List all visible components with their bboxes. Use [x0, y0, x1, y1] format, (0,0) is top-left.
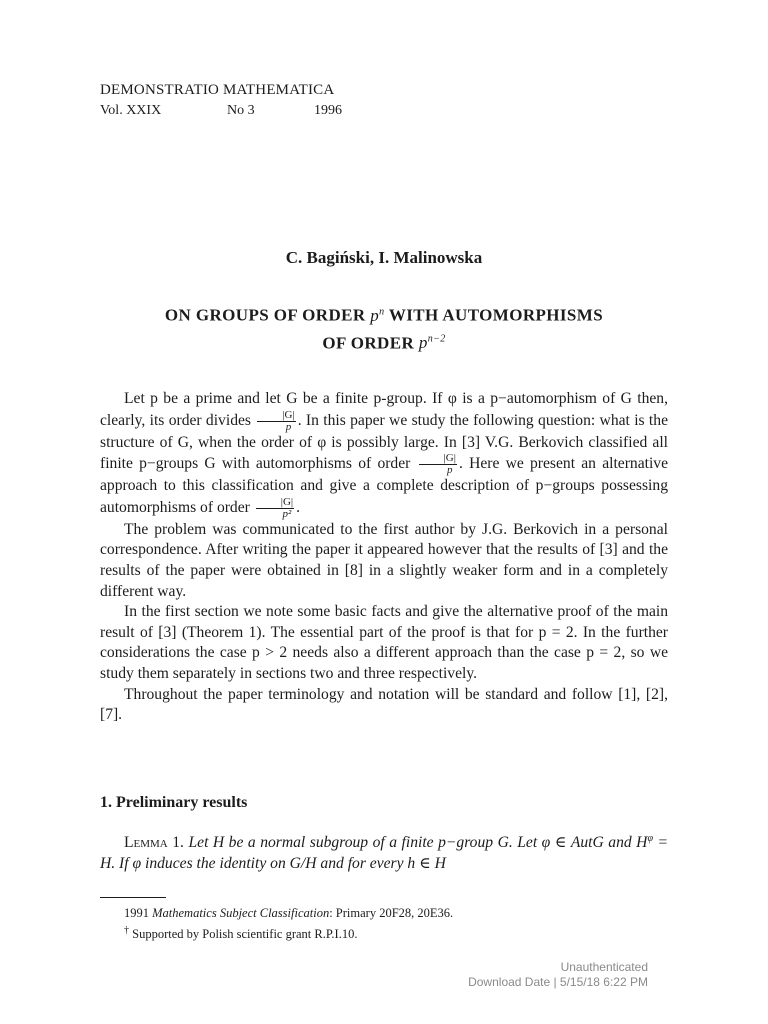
paragraph-4: Throughout the paper terminology and notation will be standard and follow [1], [2], [7].	[100, 685, 668, 724]
volume: Vol. XXIX	[100, 103, 162, 118]
footnote-grant: † Supported by Polish scientific grant R.P.I.10.	[124, 925, 358, 942]
section-heading: 1. Preliminary results	[100, 794, 248, 811]
fraction-g-over-p: $\frac{|G|}{p}$	[419, 453, 457, 476]
footnote-classification: 1991 Mathematics Subject Classification: Primary 20F28, 20E36.	[124, 906, 454, 920]
paragraph-3: In the first section we note some basic facts and give the alternative proof of the main result of [3] (Theorem 1). The essential part of the proof is that for p = 2. In the further considerations the case p > 2 needs also a different approach than the case p = 2, so we study them separately in sections two and three respectively.	[100, 603, 668, 682]
paper-title	[100, 300, 668, 355]
lemma-statement: Let H be a normal subgroup of a finite p−group G. Let φ ∈ AutG and H	[188, 834, 648, 852]
journal-name: DEMONSTRATIO MATHEMATICA	[100, 82, 335, 98]
title-line-1: ON GROUPS OF ORDER $p^n$ WITH AUTOMORPHISMS	[164, 305, 604, 325]
lemma-label: Lemma 1.	[124, 834, 184, 852]
download-watermark: Unauthenticated Download Date | 5/15/18 6:22 PM	[468, 960, 648, 989]
fraction-g-over-p-squared: $\frac{|G|}{\text{p²}}$	[256, 497, 294, 520]
dagger-mark: †	[124, 925, 129, 936]
footnotes	[100, 905, 453, 943]
year: 1996	[314, 103, 342, 118]
introduction-text	[100, 389, 668, 726]
fraction-g-over-p: $\frac{|G|}{p}$	[257, 410, 295, 433]
issue-number: No 3	[227, 103, 255, 118]
title-line-2: OF ORDER $p^{n-2}$	[322, 333, 446, 353]
footnote-rule	[100, 897, 166, 898]
paragraph-2: The problem was communicated to the first author by J.G. Berkovich in a personal correspondence. After writing the paper it appeared however that the results of [3] and the results of the paper were obtained in [8] in a slightly weaker form and in a completely different way.	[100, 520, 668, 600]
lemma-1: Lemma 1. Let H be a normal subgroup of a finite p−group G. Let φ ∈ AutG and $H^\varphi = H$. If φ induces the identity on G/H and for every h ∈ H	[100, 833, 669, 873]
paragraph-1: Let p be a prime and let G be a finite p-group. If φ is a p−automorphism of G then, clearly, its order divides $\frac{|G|}{p}$ . In this paper we study the following question: what is the structure of G, when the order of φ is possibly large. In [3] V.G. Berkovich classified all finite p−groups G with automorphisms of order $\frac{|G|}{p}$ . Here we present an alternative approach to this classification and give a complete description of p−groups possessing automorphisms of order $\frac{|G|}{\text{p²}}$ .	[100, 390, 668, 520]
authors: C. Bagiński, I. Malinowska	[285, 248, 483, 267]
